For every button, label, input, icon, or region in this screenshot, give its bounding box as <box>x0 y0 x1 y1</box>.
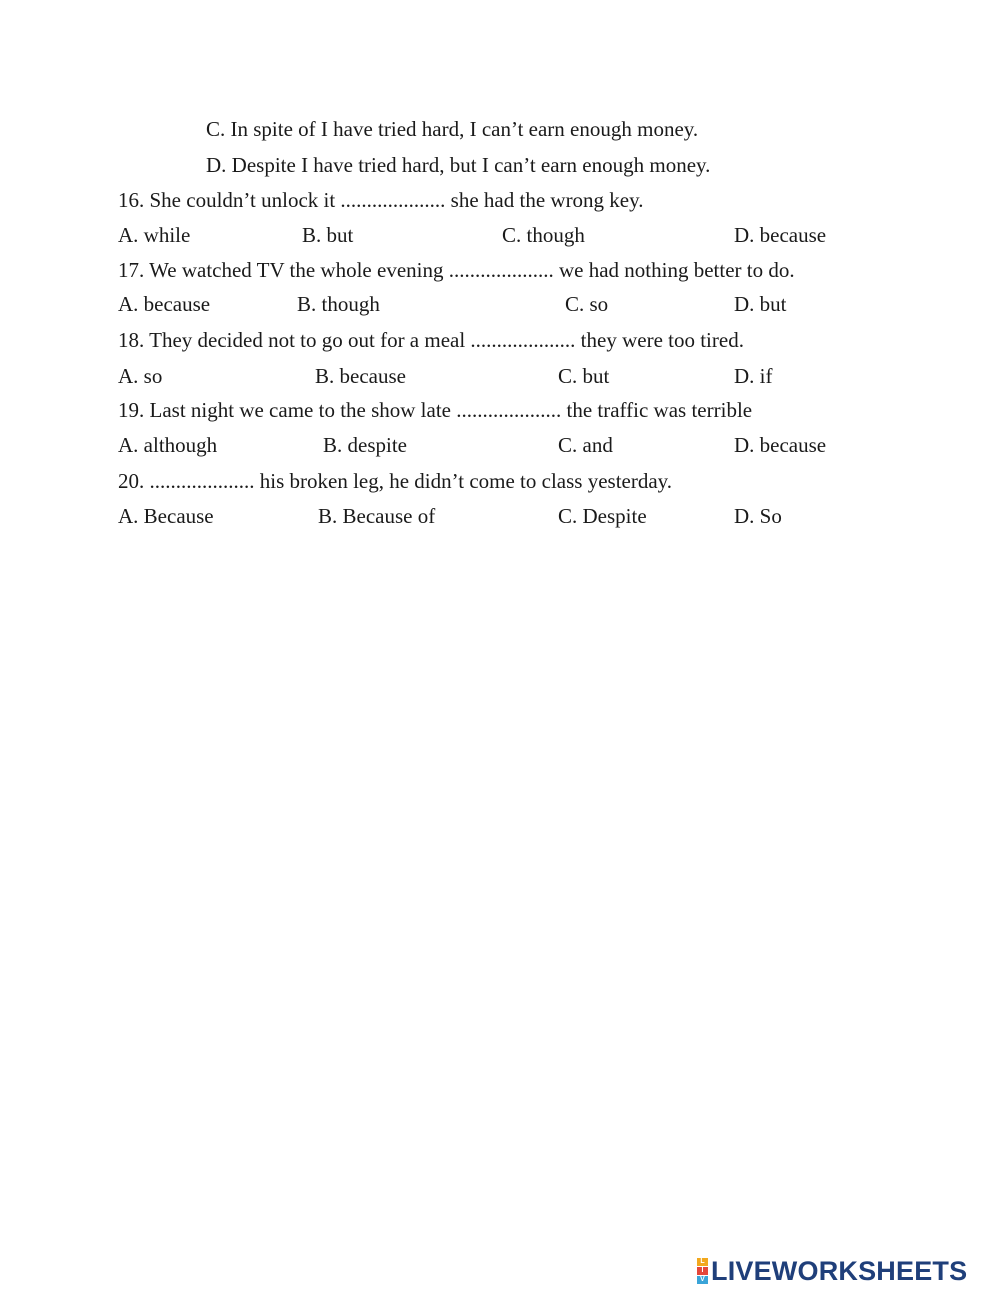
liveworksheets-logo-text: LIVEWORKSHEETS <box>711 1256 968 1286</box>
question-16-option-a[interactable]: A. while <box>118 223 191 247</box>
question-16-option-c[interactable]: C. though <box>502 223 585 247</box>
question-18-option-a[interactable]: A. so <box>118 364 163 388</box>
question-20-option-a[interactable]: A. Because <box>118 504 214 528</box>
question-19-stem: 19. Last night we came to the show late .................... the traffic was terrible <box>118 398 753 422</box>
question-18-option-b[interactable]: B. because <box>315 364 406 388</box>
question-18-stem: 18. They decided not to go out for a meal .................... they were too tired. <box>118 328 744 352</box>
question-19-option-a[interactable]: A. although <box>118 433 218 457</box>
question-16-option-d[interactable]: D. because <box>734 223 827 247</box>
logo-icon-letter-l: L <box>697 1258 708 1266</box>
liveworksheets-logo <box>697 1256 967 1286</box>
question-17-stem: 17. We watched TV the whole evening .................... we had nothing better to do. <box>118 258 795 282</box>
question-20-option-d[interactable]: D. So <box>734 504 782 528</box>
question-17-option-a[interactable]: A. because <box>118 292 211 316</box>
question-16-option-b[interactable]: B. but <box>302 223 354 247</box>
question-17-option-b[interactable]: B. though <box>297 292 380 316</box>
question-17-option-c[interactable]: C. so <box>565 292 609 316</box>
question-19-option-d[interactable]: D. because <box>734 433 827 457</box>
question-17-option-d[interactable]: D. but <box>734 292 787 316</box>
liveworksheets-logo-icon <box>697 1258 708 1284</box>
logo-icon-letter-i: I <box>697 1267 708 1275</box>
question-19-option-b[interactable]: B. despite <box>323 433 407 457</box>
question-16-stem: 16. She couldn’t unlock it .................... she had the wrong key. <box>118 188 644 212</box>
question-18-option-d[interactable]: D. if <box>734 364 773 388</box>
question-20-stem: 20. .................... his broken leg, he didn’t come to class yesterday. <box>118 469 673 493</box>
question-20-option-b[interactable]: B. Because of <box>318 504 436 528</box>
question-19-option-c[interactable]: C. and <box>558 433 613 457</box>
question-20-option-c[interactable]: C. Despite <box>558 504 647 528</box>
question-18-option-c[interactable]: C. but <box>558 364 610 388</box>
previous-option-c: C. In spite of I have tried hard, I can’t earn enough money. <box>206 117 699 141</box>
previous-option-d: D. Despite I have tried hard, but I can’t earn enough money. <box>206 153 711 177</box>
logo-icon-letter-v: V <box>697 1276 708 1284</box>
